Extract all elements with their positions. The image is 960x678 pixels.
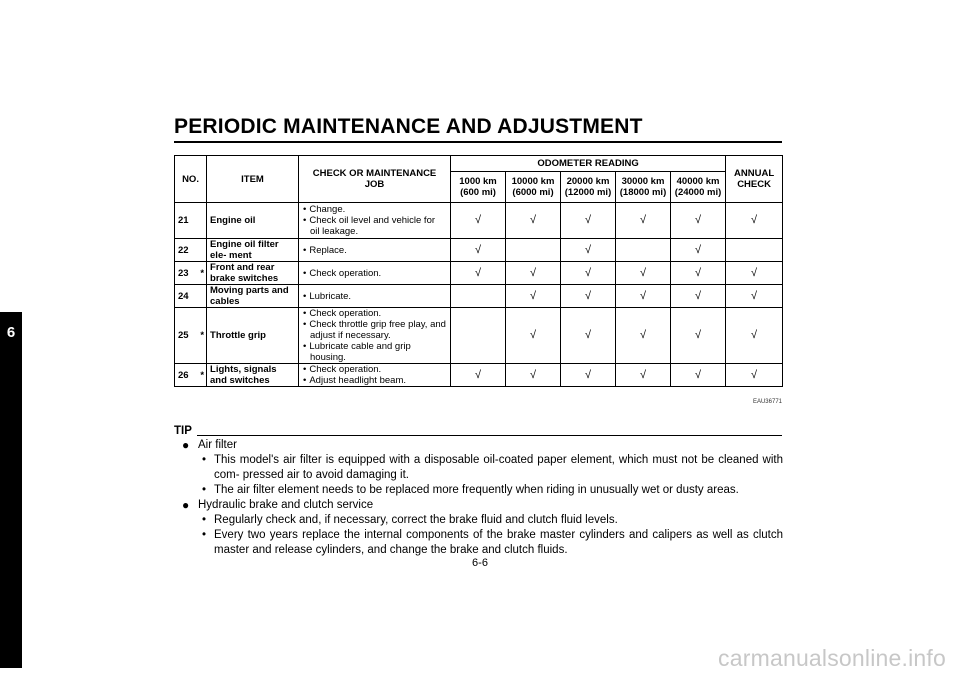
page-title: PERIODIC MAINTENANCE AND ADJUSTMENT: [174, 115, 643, 138]
row-dealer-mark: *: [199, 308, 207, 364]
interval-check-mark: √: [451, 364, 506, 387]
table-row: [175, 239, 783, 262]
row-dealer-mark: *: [199, 262, 207, 285]
header-interval: 40000 km (24000 mi): [671, 172, 726, 203]
header-interval: 10000 km (6000 mi): [506, 172, 561, 203]
table-row: [175, 262, 783, 285]
table-header-row: [175, 156, 783, 172]
header-interval: 30000 km (18000 mi): [616, 172, 671, 203]
interval-check-mark: √: [671, 203, 726, 239]
row-job: [299, 239, 451, 262]
header-no: NO.: [175, 156, 207, 203]
annual-check-mark: √: [726, 364, 783, 387]
row-dealer-mark: [199, 203, 207, 239]
interval-check-mark: √: [561, 285, 616, 308]
row-number: 26: [175, 364, 199, 387]
job-list-item: • Adjust headlight beam.: [302, 375, 447, 386]
job-list-item: • Replace.: [302, 245, 447, 256]
tip-bullet: [180, 483, 783, 498]
bullet-icon: •: [202, 529, 207, 541]
table-row: [175, 203, 783, 239]
interval-check-mark: √: [616, 364, 671, 387]
bullet-dot-icon: ●: [182, 498, 190, 512]
bullet-icon: •: [202, 484, 207, 496]
interval-check-mark: √: [506, 203, 561, 239]
interval-check-mark: √: [451, 203, 506, 239]
bullet-dot-icon: ●: [182, 438, 190, 452]
row-job: [299, 308, 451, 364]
watermark: carmanualsonline.info: [718, 645, 946, 671]
interval-check-mark: √: [561, 308, 616, 364]
row-job: [299, 203, 451, 239]
header-interval: 20000 km (12000 mi): [561, 172, 616, 203]
interval-check-mark: √: [506, 308, 561, 364]
tip-bullet-text: Every two years replace the internal components of the brake master cylinders and calipers as well as clutch master and release cylinders, and change the brake and clutch fluids.: [214, 529, 783, 556]
header-odometer: ODOMETER READING: [451, 156, 726, 172]
bullet-icon: •: [202, 514, 207, 526]
tip-rule: [197, 435, 782, 436]
bullet-icon: •: [202, 454, 207, 466]
row-dealer-mark: *: [199, 364, 207, 387]
interval-check-mark: √: [451, 239, 506, 262]
interval-check-mark: √: [506, 285, 561, 308]
row-item: Throttle grip: [207, 308, 299, 364]
job-list-item: • Check oil level and vehicle for oil leakage.: [302, 215, 447, 237]
tip-bullet-text: Regularly check and, if necessary, correct the brake fluid and clutch fluid levels.: [214, 514, 618, 526]
interval-check-mark: √: [671, 239, 726, 262]
header-annual: ANNUAL CHECK: [726, 156, 783, 203]
row-number: 22: [175, 239, 199, 262]
table-row: [175, 285, 783, 308]
interval-check-mark: √: [671, 285, 726, 308]
row-item: Moving parts and cables: [207, 285, 299, 308]
interval-check-mark: √: [506, 262, 561, 285]
page-number: 6-6: [472, 557, 488, 569]
tip-bullet-text: This model's air filter is equipped with a disposable oil-coated paper element, which must not be cleaned with com- pressed air to avoid damaging it.: [214, 454, 783, 481]
row-number: 23: [175, 262, 199, 285]
interval-check-mark: √: [671, 308, 726, 364]
job-list: [302, 364, 447, 386]
interval-check-mark: √: [561, 203, 616, 239]
header-interval: 1000 km (600 mi): [451, 172, 506, 203]
interval-check-mark: √: [616, 203, 671, 239]
job-list-item: • Lubricate.: [302, 291, 447, 302]
row-dealer-mark: [199, 239, 207, 262]
table-row: [175, 364, 783, 387]
annual-check-mark: [726, 239, 783, 262]
job-list-item: • Change.: [302, 204, 447, 215]
interval-check-mark: √: [616, 285, 671, 308]
title-rule: [174, 141, 782, 143]
interval-check-mark: √: [616, 308, 671, 364]
interval-check-mark: √: [671, 262, 726, 285]
interval-check-mark: √: [561, 239, 616, 262]
job-list: [302, 245, 447, 256]
row-item: Lights, signals and switches: [207, 364, 299, 387]
chapter-tab: [0, 312, 22, 668]
row-number: 24: [175, 285, 199, 308]
job-list: [302, 204, 447, 237]
interval-check-mark: √: [506, 364, 561, 387]
tip-title: TIP: [174, 425, 192, 437]
job-list: [302, 308, 447, 363]
tip-section-heading: [180, 498, 783, 513]
interval-check-mark: [451, 285, 506, 308]
row-number: 25: [175, 308, 199, 364]
annual-check-mark: √: [726, 308, 783, 364]
interval-check-mark: √: [671, 364, 726, 387]
document-code: EAU36771: [752, 399, 782, 405]
interval-check-mark: √: [561, 364, 616, 387]
row-item: Engine oil: [207, 203, 299, 239]
row-job: [299, 262, 451, 285]
tip-bullet-text: The air filter element needs to be replaced more frequently when riding in unusually wet or dusty areas.: [214, 484, 739, 496]
tip-section-title: Hydraulic brake and clutch service: [198, 499, 374, 511]
interval-check-mark: [451, 308, 506, 364]
annual-check-mark: √: [726, 262, 783, 285]
job-list: [302, 268, 447, 279]
interval-check-mark: √: [451, 262, 506, 285]
job-list-item: • Check throttle grip free play, and adjust if necessary.: [302, 319, 447, 341]
tip-body: [180, 438, 783, 558]
tip-bullet: [180, 528, 783, 558]
job-list-item: • Lubricate cable and grip housing.: [302, 341, 447, 363]
tip-section-heading: [180, 438, 783, 453]
tip-bullet: [180, 453, 783, 483]
table-row: [175, 308, 783, 364]
interval-check-mark: [616, 239, 671, 262]
job-list-item: • Check operation.: [302, 308, 447, 319]
header-job: CHECK OR MAINTENANCE JOB: [299, 156, 451, 203]
row-number: 21: [175, 203, 199, 239]
interval-check-mark: √: [561, 262, 616, 285]
interval-check-mark: √: [616, 262, 671, 285]
job-list: [302, 291, 447, 302]
row-dealer-mark: [199, 285, 207, 308]
tip-bullet: [180, 513, 783, 528]
tip-section-title: Air filter: [198, 439, 237, 451]
annual-check-mark: √: [726, 285, 783, 308]
row-item: Engine oil filter ele- ment: [207, 239, 299, 262]
job-list-item: • Check operation.: [302, 268, 447, 279]
row-item: Front and rear brake switches: [207, 262, 299, 285]
table-body: [175, 203, 783, 387]
interval-check-mark: [506, 239, 561, 262]
job-list-item: • Check operation.: [302, 364, 447, 375]
row-job: [299, 285, 451, 308]
chapter-tab-number: 6: [6, 324, 16, 341]
header-item: ITEM: [207, 156, 299, 203]
maintenance-table: [174, 155, 783, 387]
annual-check-mark: √: [726, 203, 783, 239]
row-job: [299, 364, 451, 387]
